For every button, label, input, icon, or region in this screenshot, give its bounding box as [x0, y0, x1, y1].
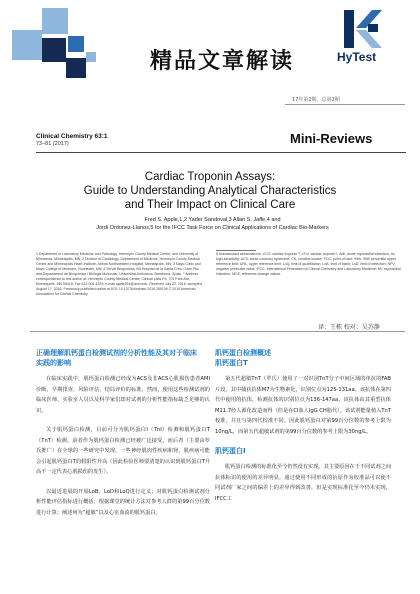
article-title	[30, 170, 390, 212]
left-column	[36, 348, 210, 527]
decor-square-1	[42, 8, 68, 34]
authors	[40, 216, 385, 232]
logo-text: HyTest	[337, 50, 377, 64]
decor-square-2	[12, 30, 42, 60]
section-heading: 肌钙蛋白I	[215, 447, 246, 455]
footnote-rule	[216, 250, 256, 251]
heading-line: 肌钙蛋白T	[215, 359, 248, 367]
body-text	[36, 374, 210, 518]
divider	[36, 152, 406, 153]
paragraph: 关于肌钙蛋白检测，目前可分为肌钙蛋白I（TnI）检测和肌钙蛋白T（TnT）检测。前者作为肌钙蛋白检测已经被广泛接受，而后者（主要由罗氏推广）在全球的一些研究中发现，一些神经肌肉性疾病和肾，肌疾病可能会引起肌钙蛋白T的假阳性升高（因此检验医师要清楚的认识到肌钙蛋白T升高不一定代表心肌损伤的发生）。	[36, 427, 210, 475]
journal-pages: 73–81 (2017)	[36, 141, 69, 147]
heading-line: 肌钙蛋白检测概述	[215, 349, 271, 357]
paragraph: 第五代超敏TnT（罗氏）使用了一对识别TnT分子中间区域的单抗的FAB片段。其中捕获抗体M7为生物素化，识别位点为125-131aa。该抗体在第四代中使用的抗体，检测抗体的识别位点为136-147aa。该抗体由其重型抗体M11.7经人源化改造而得（但是在Cl血人IgG CH脂代）。该试剂能量植入TnT校准，并且与第四代校准不同。因此肌钙蛋白对第99百分位数的参考上限为10ng/L，而第五代超敏试剂的第99百分位数的参考上限为30ng/L。	[215, 376, 391, 435]
article-title-line: Cardiac Troponin Assays:	[144, 171, 276, 183]
decor-square-3	[42, 38, 66, 62]
authors-line: Jordi Ordonez-Llanos,5 for the IFCC Task Force on Clinical Applications of Cardiac Bio-Markers	[96, 225, 329, 231]
body-text	[215, 462, 391, 504]
affiliations: 1 Department of Laboratory Medicine and Pathology, Hennepin County Medical Center, and University of Minnesota, Minneapolis, MN; 2 Division of Cardiology, Department of Medicine, Hennepin County Medical Center and Minneapolis Heart Institute, Abbott Northwestern Hospital, Minneapolis, MN; 3 Mayo Clinic and Mayo College of Medicine, Rochester, MN; 4 Servei Bioquímica, IIB-Hospital de la Santa Creu i Sant Pau and Departament de Bioquímica i Biologia Molecular, Universitat Autònoma, Barcelona, Spain. * Address correspondence to this author at: Hennepin County Medical Center, Clinical Labs P4, 701 Park Ave, Minneapolis, MN 55415. Fax 612-904-4229; e-mail apple004@umn.edu. Received July 22, 2016; accepted August 17, 2016. Previously published online at DOI: 10.1373/clinchem.2016.255109 © 2016 American Association for Clinical Chemistry	[36, 252, 202, 296]
hytest-logo-icon	[340, 8, 384, 50]
page-title: 精品文章解读	[150, 49, 295, 74]
heading-line: 实践的影响	[36, 359, 71, 367]
decor-square-4	[68, 36, 84, 52]
article-title-line: Guide to Understanding Analytical Characteristics	[83, 185, 337, 197]
decor-square-5	[66, 58, 86, 78]
right-column	[215, 348, 391, 513]
divider	[30, 331, 405, 332]
section-heading	[215, 348, 391, 368]
journal-name: Clinical Chemistry 63:1	[36, 133, 108, 140]
section-heading	[36, 348, 210, 368]
heading-line: 正确理解肌钙蛋白检测试剂的分析性能及其对于临床	[36, 349, 197, 357]
divider	[285, 104, 405, 105]
decor-square-6	[86, 52, 96, 62]
article-title-line: and Their Impact on Clinical Care	[124, 199, 296, 211]
paragraph: 肌钙蛋白检测的标准化至今仍然没有实现。其主要原因在于不同试剂之间抗体标识的使用的差异明显。通过使用不同形成的抗原作为校准品可以使不同试剂厂家之间的偏差上的差异得到改善，但是实现标准化至今仍未实现，IFCC工	[215, 464, 392, 502]
translator-credit: 译：王栋 校对：吴苏静	[318, 324, 380, 331]
body-text	[215, 374, 391, 437]
paragraph: 在临床实践中，肌钙蛋白检测已经成为ACS及非ACS心肌损伤患者AMI诊断、早期排查、风险评估、结局评价的标准。然而，使用这些检测试剂的临床医师、实验室人员以及科学家们却对试剂的分析性能指标缺乏足够的认识。	[36, 376, 210, 414]
paragraph: 以最近进展的开展LoB、LoD和LoQ进行定义；对肌钙蛋白检测试剂分析性能评估指标进行概括；根据课堂的统计方法对参考人群的第99百分位数进行计算；阐述何为“超敏”以及心室血流的肌钙蛋白。	[36, 488, 210, 516]
section-label: Mini-Reviews	[290, 131, 373, 146]
abbreviations-footnote: 5 Nonstandard abbreviations: cTnT, cardiac troponin T; cTnI, cardiac troponin I; AMI, acute myocardial infarction; hs, high-sensitivity; ACS, acute coronary syndrome; CK, creatine kinase; POC, point of care; 99th, 99th percentile upper reference limit; URL, upper reference limit; LoQ, limit of quantitation; LoB, limit of blank; LoD, limit of detection; NPV, negative predictive value; IFCC, International Federation of Clinical Chemistry and Laboratory Medicine; MI, myocardial infarction; MCE, reference change values.	[216, 252, 401, 276]
issue-info: 17年第2期，总第2期	[292, 97, 340, 103]
authors-line: Fred S. Apple,1,2 Yader Sandoval,3 Allan S. Jaffe,4 and	[144, 217, 281, 223]
